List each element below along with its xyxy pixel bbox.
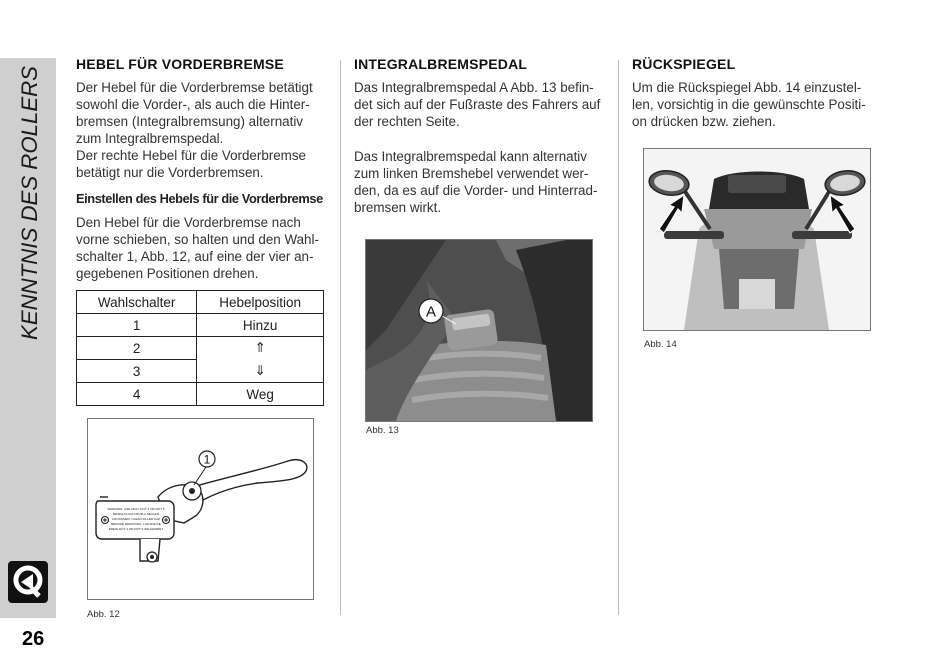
mirrors-photo — [644, 149, 870, 330]
table-cell: 2 — [77, 337, 197, 360]
text-line: bremsen wirkt. — [354, 200, 442, 216]
text-line: Das Integralbremspedal A Abb. 13 befin- — [354, 80, 594, 95]
text-line: zum Integralbremspedal. — [76, 131, 224, 147]
heading-front-brake-lever: HEBEL FÜR VORDERBREMSE — [76, 56, 284, 72]
table-cell: ⇓ — [197, 360, 324, 383]
scooter-book-icon — [7, 560, 49, 604]
text-line: Das Integralbremspedal kann alternativ — [354, 149, 587, 164]
warning-text-line: WARNING: USE ONLY DOT 4 OR DOT 5 — [107, 507, 165, 511]
warning-text-line: FREIN DOT 4 OR DOT 5 SEULEMENT — [108, 527, 164, 531]
text-line: on drücken bzw. ziehen. — [632, 114, 776, 130]
brake-lever-illustration — [88, 419, 313, 599]
selector-position-table — [76, 290, 324, 406]
text-line: len, vorsichtig in die gewünschte Positi- — [632, 97, 866, 113]
column-divider — [618, 60, 619, 615]
column-divider — [340, 60, 341, 615]
text-line: Um die Rückspiegel Abb. 14 einzustel- — [632, 80, 862, 95]
warning-text-line: BRAKE FLUID FROM A SEALED — [113, 512, 159, 516]
paragraph-mirror-adjust — [632, 79, 880, 130]
table-row — [77, 337, 324, 360]
text-line: schalter 1, Abb. 12, auf eine der vier an- — [76, 249, 314, 265]
column-header: Hebelposition — [197, 291, 324, 314]
figure-brake-lever — [87, 418, 314, 600]
text-line: Der rechte Hebel für die Vorderbremse — [76, 148, 306, 164]
table-cell: Hinzu — [197, 314, 324, 337]
figure-caption: Abb. 13 — [366, 425, 399, 436]
page-number: 26 — [22, 628, 45, 650]
text-line: gegebenen Positionen drehen. — [76, 266, 259, 282]
table-cell: 3 — [77, 360, 197, 383]
section-title-vertical — [8, 58, 48, 348]
table-cell: 1 — [77, 314, 197, 337]
figure-mirrors-photo — [643, 148, 871, 331]
text-line: det sich auf der Fußraste des Fahrers auf — [354, 97, 601, 113]
brake-pedal-photo — [366, 240, 592, 421]
callout-marker-1: 1 — [203, 452, 211, 467]
section-title-text: KENNTNIS DES ROLLERS — [17, 62, 42, 340]
warning-text-line: BEFORE REMOVING. LIQUIDE DE — [111, 522, 161, 526]
table-row — [77, 314, 324, 337]
text-line: sowohl die Vorder-, als auch die Hinter- — [76, 97, 310, 113]
table-cell: ⇑ — [197, 337, 324, 360]
heading-rear-view-mirror: RÜCKSPIEGEL — [632, 56, 736, 72]
figure-caption: Abb. 14 — [644, 339, 677, 350]
text-line: zum linken Bremshebel verwendet wer- — [354, 166, 589, 182]
table-row — [77, 383, 324, 406]
table-header-row — [77, 291, 324, 314]
text-line: bremsen (Integralbremsung) alternativ — [76, 114, 304, 130]
figure-caption: Abb. 12 — [87, 609, 120, 620]
paragraph-lever-adjust — [76, 214, 324, 282]
table-cell: Weg — [197, 383, 324, 406]
table-row — [77, 360, 324, 383]
text-line: betätigt nur die Vorderbremsen. — [76, 165, 264, 181]
paragraph-pedal-function — [354, 148, 602, 216]
paragraph-pedal-location — [354, 79, 602, 130]
column-header: Wahlschalter — [77, 291, 197, 314]
text-line: der rechten Seite. — [354, 114, 460, 130]
paragraph-front-brake — [76, 79, 324, 182]
figure-brake-pedal-photo — [365, 239, 593, 422]
text-line: vorne schieben, so halten und den Wahl- — [76, 232, 319, 248]
text-line: Den Hebel für die Vorderbremse nach — [76, 215, 301, 230]
heading-integral-brake-pedal: INTEGRALBREMSPEDAL — [354, 56, 528, 72]
warning-text-line: CONTAINER. CLEAN FILLER CAP — [111, 517, 161, 521]
text-line: den, da es auf die Vorder- und Hinterrad- — [354, 183, 598, 199]
subheading-lever-adjust: Einstellen des Hebels für die Vorderbremse — [76, 191, 323, 206]
table-cell: 4 — [77, 383, 197, 406]
callout-marker-a: A — [425, 303, 437, 321]
text-line: Der Hebel für die Vorderbremse betätigt — [76, 80, 313, 95]
